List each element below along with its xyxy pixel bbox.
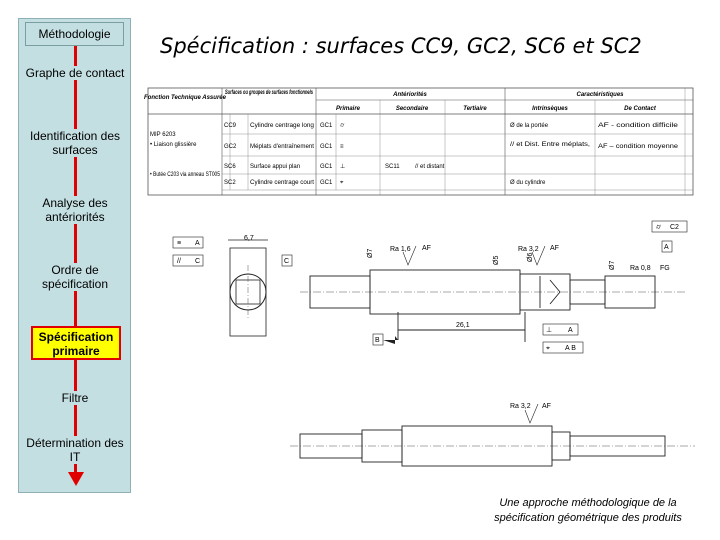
step-ordre-de-specification: Ordre de spécification	[20, 263, 130, 291]
row-primary: GC1	[320, 180, 333, 186]
row-code: SC2	[224, 180, 236, 186]
header-contact: De Contact	[624, 106, 656, 112]
header-surfaces: Surfaces ou groupes de surfaces fonctionnels	[225, 90, 314, 96]
shaft-filtered-view	[290, 426, 695, 466]
phi-3: Ø6	[527, 252, 534, 262]
row-tertiary: // et distant	[415, 164, 445, 170]
function-cell-2: • Butée C203 via anneau ST005	[150, 172, 221, 178]
header-anteriorites: Antériorités	[393, 92, 427, 98]
svg-text://: //	[177, 258, 181, 265]
row-desc: Méplats d'entraînement	[250, 144, 315, 150]
frame-tl-datum: A	[195, 240, 200, 247]
flow-arrow-icon	[68, 472, 84, 486]
cylindricity-icon: ⌭	[340, 123, 345, 129]
row-code: CC9	[224, 123, 237, 129]
row-code: GC2	[224, 144, 237, 150]
footer-caption: Une approche méthodologique de la spécification géométrique des produits	[494, 497, 682, 524]
ra-32-label-b: Ra 3,2	[510, 403, 531, 410]
svg-text:⊥: ⊥	[546, 327, 553, 334]
frame-b1-datum: A	[568, 327, 573, 334]
phi-2: Ø5	[493, 255, 500, 265]
ra-16-label: Ra 1,6	[390, 246, 411, 253]
dim-mid: 26,1	[456, 322, 470, 329]
flow-line	[74, 45, 77, 475]
header-tertiaire: Tertiaire	[463, 106, 487, 112]
symmetry-icon: ≡	[340, 144, 344, 150]
step-identification-des-surfaces: Identification des surfaces	[20, 129, 130, 157]
row-code: SC6	[224, 164, 236, 170]
ra-32-label-a: Ra 3,2	[518, 246, 539, 253]
header-secondaire: Secondaire	[395, 106, 429, 112]
header-intrinseques: Intrinsèques	[532, 106, 568, 112]
row-intrinsic: Ø du cylindre	[510, 180, 546, 186]
af-label-2: AF	[550, 245, 559, 252]
page-title: Spécification : surfaces CC9, GC2, SC6 et SC2	[160, 34, 642, 58]
row-secondary: SC11	[385, 164, 400, 170]
perpendicular-icon: ⊥	[340, 164, 346, 170]
fg-label: FG	[660, 265, 670, 272]
row-intrinsic: Ø de la portée	[510, 123, 549, 129]
row-desc: Cylindre centrage long	[250, 123, 314, 129]
ra-08-label: Ra 0,8	[630, 265, 651, 272]
shaft-end-view	[173, 235, 292, 336]
specification-table	[144, 88, 693, 195]
step-determination-des-it: Détermination des IT	[20, 436, 130, 464]
header-caracteristiques: Caractéristiques	[576, 92, 624, 98]
datum-c-label: C	[284, 258, 290, 265]
frame-t2-datum: C	[195, 258, 201, 265]
step-analyse-des-anteriorites: Analyse des antériorités	[20, 196, 130, 224]
row-contact: AF - condition difficile	[598, 123, 679, 129]
position-icon: ⌖	[340, 180, 344, 186]
svg-text:≡: ≡	[177, 240, 182, 247]
datum-a-label: A	[664, 244, 669, 251]
phi-1: Ø7	[367, 248, 374, 258]
frame-r1-value: C2	[670, 224, 679, 231]
step-graphe-de-contact: Graphe de contact	[20, 66, 130, 80]
function-cell-0: MIP 6203	[150, 132, 176, 138]
shaft-front-view	[300, 270, 685, 342]
dim-top: 6,7	[244, 235, 254, 242]
row-contact: AF – condition moyenne	[598, 144, 679, 150]
svg-text:⌖: ⌖	[546, 345, 550, 352]
row-primary: GC1	[320, 123, 333, 129]
header-primaire: Primaire	[335, 106, 361, 112]
phi-4: Ø7	[609, 260, 616, 270]
row-desc: Cylindre centrage court	[250, 180, 315, 186]
af-label-1: AF	[422, 245, 431, 252]
frame-b2-datum: A B	[565, 345, 576, 352]
header-fonction: Fonction Technique Assurée	[144, 95, 226, 101]
technical-drawing	[140, 80, 700, 490]
sidebar-title: Méthodologie	[25, 22, 124, 46]
svg-text:⌭: ⌭	[656, 224, 662, 231]
row-intrinsic: // et Dist. Entre méplats,	[510, 142, 591, 148]
row-primary: GC1	[320, 164, 333, 170]
datum-b-label: B	[375, 337, 380, 344]
row-primary: GC1	[320, 144, 333, 150]
function-cell-1: • Liaison glissière	[150, 142, 197, 148]
step-specification-primaire: Spécification primaire	[31, 326, 121, 360]
af-label-3: AF	[542, 403, 551, 410]
row-desc: Surface appui plan	[250, 164, 301, 170]
step-filtre: Filtre	[20, 391, 130, 405]
